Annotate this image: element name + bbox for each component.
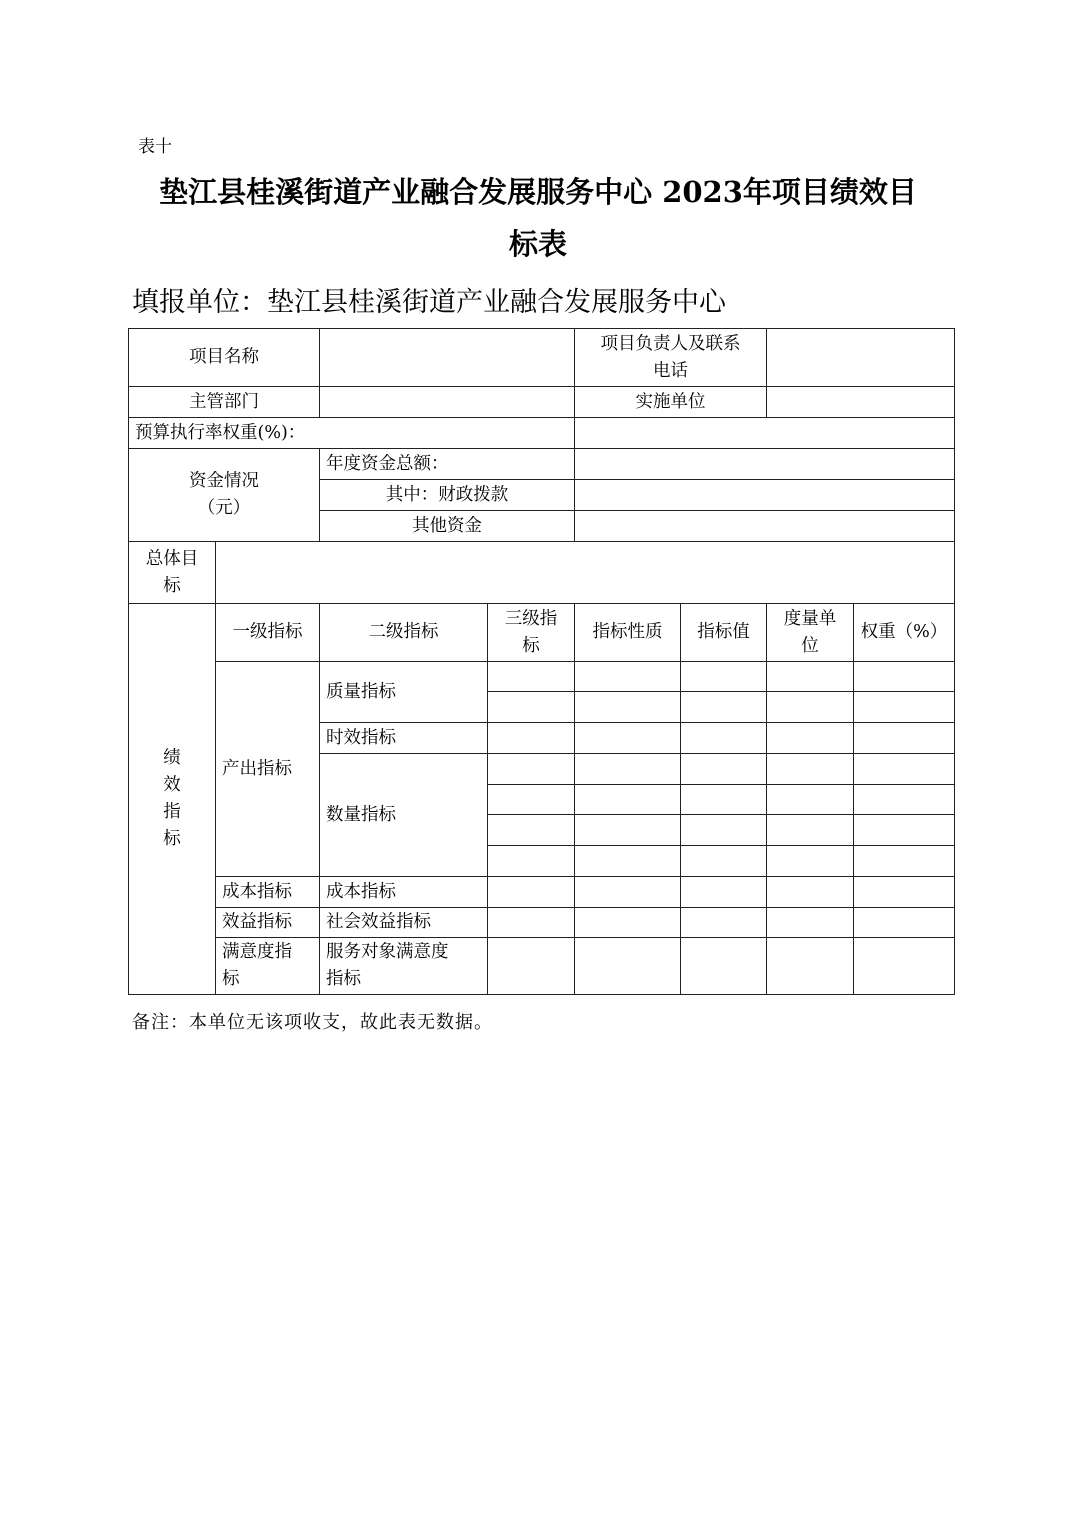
funds-label-line-1: 资金情况: [189, 471, 259, 491]
table-cell[interactable]: [767, 785, 854, 815]
department-value[interactable]: [320, 387, 575, 418]
implementer-value[interactable]: [767, 387, 955, 418]
table-row: [129, 908, 955, 938]
funds-total-label: 年度资金总额：: [320, 449, 575, 480]
cost-indicator-level1: 成本指标: [216, 877, 320, 908]
perf-label-char: 绩: [163, 748, 181, 768]
satisfaction-l2-line-2: 指标: [326, 969, 361, 989]
table-cell[interactable]: [681, 692, 767, 723]
table-cell[interactable]: [488, 908, 575, 938]
funds-label-line-2: （元）: [197, 498, 251, 518]
project-name-label: 项目名称: [129, 329, 320, 387]
remark-note: 备注：本单位无该项收支，故此表无数据。: [132, 1012, 493, 1033]
satisfaction-l2-line-1: 服务对象满意度: [326, 942, 449, 962]
reporting-unit: 填报单位：垫江县桂溪街道产业融合发展服务中心: [132, 287, 726, 318]
table-cell[interactable]: [681, 815, 767, 846]
satisfaction-l1-line-1: 满意度指: [222, 942, 292, 962]
table-row: [129, 662, 955, 692]
table-cell[interactable]: [575, 785, 681, 815]
overall-goal-value[interactable]: [216, 542, 955, 604]
table-cell[interactable]: [854, 754, 955, 785]
project-name-value[interactable]: [320, 329, 575, 387]
title-line-2: 标表: [508, 227, 567, 261]
benefit-indicator-level1: 效益指标: [216, 908, 320, 938]
table-row: [129, 449, 955, 480]
overall-goal-label-line-1: 总体目: [145, 548, 199, 569]
benefit-indicator-level2: 社会效益指标: [320, 908, 488, 938]
header-level3-line-2: 标: [522, 635, 540, 656]
contact-label-line-1: 项目负责人及联系: [600, 333, 741, 354]
table-cell[interactable]: [488, 662, 575, 692]
table-cell[interactable]: [767, 754, 854, 785]
table-cell[interactable]: [854, 815, 955, 846]
table-row: [129, 877, 955, 908]
contact-label: [575, 329, 767, 387]
performance-table: [128, 328, 955, 995]
table-cell[interactable]: [681, 662, 767, 692]
table-cell[interactable]: [681, 754, 767, 785]
cost-indicator-level2: 成本指标: [320, 877, 488, 908]
table-cell[interactable]: [681, 723, 767, 754]
table-cell[interactable]: [767, 723, 854, 754]
table-cell[interactable]: [854, 692, 955, 723]
satisfaction-indicator-level1: [216, 938, 320, 995]
funds-total-value[interactable]: [575, 449, 955, 480]
funds-label: [129, 449, 320, 542]
table-cell[interactable]: [854, 908, 955, 938]
funds-fiscal-value[interactable]: [575, 480, 955, 511]
table-cell[interactable]: [488, 846, 575, 877]
implementer-label: 实施单位: [575, 387, 767, 418]
table-row: [129, 387, 955, 418]
table-row: [129, 418, 955, 449]
header-unit-line-2: 位: [801, 635, 819, 656]
header-level1: 一级指标: [216, 604, 320, 662]
funds-fiscal-label: 其中：财政拨款: [320, 480, 575, 511]
contact-value[interactable]: [767, 329, 955, 387]
table-cell[interactable]: [575, 938, 681, 995]
table-cell[interactable]: [575, 877, 681, 908]
document-title: [128, 166, 948, 270]
table-cell[interactable]: [575, 908, 681, 938]
header-unit-line-1: 度量单: [783, 608, 837, 629]
table-number: 表十: [138, 137, 172, 157]
header-unit: [767, 604, 854, 662]
table-cell[interactable]: [681, 938, 767, 995]
table-cell[interactable]: [854, 662, 955, 692]
table-cell[interactable]: [575, 815, 681, 846]
department-label: 主管部门: [129, 387, 320, 418]
table-cell[interactable]: [767, 846, 854, 877]
quantity-indicator-label: 数量指标: [320, 754, 488, 877]
table-cell[interactable]: [767, 938, 854, 995]
table-cell[interactable]: [681, 846, 767, 877]
table-cell[interactable]: [575, 846, 681, 877]
table-cell[interactable]: [681, 785, 767, 815]
table-cell[interactable]: [854, 785, 955, 815]
budget-weight-label: 预算执行率权重(%)：: [129, 418, 575, 449]
header-value: 指标值: [681, 604, 767, 662]
table-cell[interactable]: [575, 754, 681, 785]
funds-other-value[interactable]: [575, 511, 955, 542]
table-cell[interactable]: [488, 938, 575, 995]
table-cell[interactable]: [488, 785, 575, 815]
timeliness-indicator-label: 时效指标: [320, 723, 488, 754]
table-header-row: [129, 604, 955, 662]
funds-other-label: 其他资金: [320, 511, 575, 542]
perf-label-char: 标: [163, 829, 181, 849]
table-cell[interactable]: [767, 692, 854, 723]
table-row: [129, 938, 955, 995]
table-cell[interactable]: [488, 692, 575, 723]
table-cell[interactable]: [767, 908, 854, 938]
header-level3: [488, 604, 575, 662]
header-level3-line-1: 三级指: [504, 608, 558, 629]
table-cell[interactable]: [854, 938, 955, 995]
table-row: [129, 542, 955, 604]
perf-label-char: 效: [163, 775, 181, 795]
perf-indicator-label: [129, 604, 216, 995]
table-cell[interactable]: [488, 754, 575, 785]
output-indicator-label: 产出指标: [216, 662, 320, 877]
table-cell[interactable]: [681, 877, 767, 908]
table-cell[interactable]: [854, 846, 955, 877]
table-cell[interactable]: [767, 815, 854, 846]
overall-goal-label-line-2: 标: [163, 575, 181, 596]
table-cell[interactable]: [575, 662, 681, 692]
title-line-1: 垫江县桂溪街道产业融合发展服务中心 2023年项目绩效目: [159, 175, 917, 209]
table-cell[interactable]: [767, 662, 854, 692]
header-level2: 二级指标: [320, 604, 488, 662]
table-cell[interactable]: [575, 723, 681, 754]
table-row: [129, 329, 955, 387]
budget-weight-value[interactable]: [575, 418, 955, 449]
overall-goal-label: [129, 542, 216, 604]
table-cell[interactable]: [488, 877, 575, 908]
quality-indicator-label: 质量指标: [320, 662, 488, 723]
table-cell[interactable]: [681, 908, 767, 938]
table-cell[interactable]: [854, 723, 955, 754]
contact-label-line-2: 电话: [653, 360, 688, 381]
table-cell[interactable]: [575, 692, 681, 723]
header-weight: 权重（%）: [854, 604, 955, 662]
perf-label-char: 指: [163, 802, 181, 822]
header-nature: 指标性质: [575, 604, 681, 662]
table-cell[interactable]: [854, 877, 955, 908]
table-cell[interactable]: [767, 877, 854, 908]
satisfaction-indicator-level2: [320, 938, 488, 995]
satisfaction-l1-line-2: 标: [222, 969, 240, 989]
table-cell[interactable]: [488, 815, 575, 846]
table-cell[interactable]: [488, 723, 575, 754]
